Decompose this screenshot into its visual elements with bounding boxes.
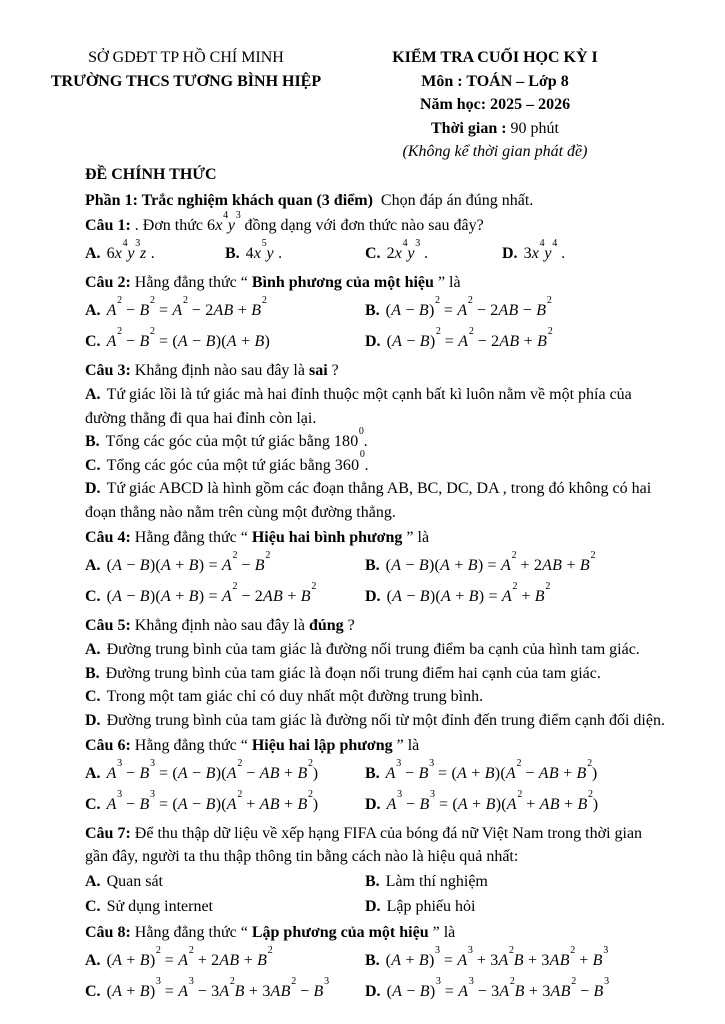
- question-3: [85, 359, 667, 524]
- part1-title-rest: Chọn đáp án đúng nhất.: [372, 192, 534, 209]
- exam-title: KIỂM TRA CUỐI HỌC KỲ I: [392, 49, 598, 66]
- text-segment: Hằng đẳng thức “: [130, 529, 252, 546]
- math-expression: $180^0$: [333, 425, 365, 450]
- text-segment: Hiệu hai lập phương: [251, 737, 393, 754]
- question-title: [85, 359, 667, 382]
- option-label: D.: [502, 245, 518, 262]
- option-C: [85, 685, 667, 709]
- option-B: [365, 945, 667, 976]
- math-expression: $A^3 - B^3 = (A + B)(A^2$ − AB + $B^2$): [385, 757, 598, 782]
- text-segment: Khẳng định nào sau đây là: [130, 617, 309, 634]
- options-group: [85, 383, 667, 524]
- option-label: B.: [85, 664, 100, 682]
- text-segment: ” là: [428, 924, 456, 941]
- options-group: [85, 758, 667, 820]
- math-expression: $2x^4y^3$ .: [386, 237, 429, 262]
- option-D: [502, 239, 667, 269]
- text-segment: Hằng đẳng thức “: [130, 737, 252, 754]
- option-label: C.: [85, 588, 101, 605]
- option-label: A.: [85, 557, 101, 574]
- question-4: [85, 526, 667, 612]
- text-segment: ” là: [402, 529, 430, 546]
- header-right-block: [345, 46, 645, 164]
- math-expression: $A^3 - B^3 = (A - B)(A^2$ + AB + $B^2$): [106, 788, 319, 813]
- option-D: [365, 976, 667, 1007]
- math-expression: $3x^4y^4$ .: [523, 237, 566, 262]
- document-header: [0, 0, 725, 160]
- option-D: [365, 894, 667, 919]
- question-title: [85, 271, 667, 294]
- question-label: Câu 7:: [85, 825, 131, 842]
- math-expression: $(A + B)^3 = A^3 + 3A^2B + 3AB^2 + B^3$: [385, 944, 609, 969]
- math-expression: $(A - B)(A + B) = A^2 - B^2$: [106, 549, 271, 574]
- option-C: [85, 326, 365, 357]
- text-segment: Làm thí nghiệm: [385, 873, 488, 890]
- option-B: [365, 869, 667, 894]
- math-expression: $(A + B)^3 = A^3 - 3A^2B + 3AB^2 - B^3$: [106, 975, 330, 1000]
- text-segment: ?: [343, 617, 355, 634]
- text-segment: đồng dạng với đơn thức nào sau đây?: [240, 217, 484, 234]
- text-segment: Hằng đẳng thức “: [130, 274, 252, 291]
- option-B: [85, 425, 667, 454]
- option-label: D.: [365, 983, 381, 1000]
- option-C: [85, 449, 667, 478]
- question-label: Câu 1:: [85, 217, 131, 234]
- option-label: B.: [365, 557, 380, 574]
- option-label: B.: [85, 433, 100, 450]
- math-expression: $A^3 - B^3 = (A - B)(A^2$ − AB + $B^2$): [106, 757, 319, 782]
- question-label: Câu 3:: [85, 362, 131, 379]
- question-6: [85, 734, 667, 820]
- text-segment: Lập phiếu hỏi: [386, 898, 476, 915]
- duration-note: (Không kể thời gian phát đề): [402, 143, 588, 160]
- duration-value: 90 phút: [510, 119, 559, 137]
- math-expression: $(A - B)(A + B) = A^2 + B^2$: [386, 580, 551, 605]
- option-C: [85, 976, 365, 1007]
- text-segment: .: [364, 456, 369, 474]
- question-1: [85, 209, 667, 269]
- option-D: [365, 789, 667, 820]
- option-A: [85, 239, 225, 269]
- text-segment: . Đơn thức: [130, 217, 208, 234]
- math-expression: $(A - B)(A + B) = A^2 - 2AB + B^2$: [106, 580, 317, 605]
- text-segment: Sử dụng internet: [106, 898, 213, 915]
- text-segment: Tứ giác ABCD là hình gồm các đoạn thẳng AB, BC, DC, DA , trong đó không có hai đoạn thẳng nào nằm trên cùng một đường thẳng.: [85, 480, 652, 521]
- official-exam-label: ĐỀ CHÍNH THỨC: [85, 166, 217, 183]
- option-A: [85, 550, 365, 581]
- option-D: [365, 581, 667, 612]
- option-label: D.: [365, 898, 381, 915]
- option-B: [365, 758, 667, 789]
- option-label: D.: [365, 588, 381, 605]
- option-D: [85, 709, 667, 733]
- option-label: C.: [85, 688, 101, 705]
- option-label: C.: [85, 456, 101, 474]
- option-B: [85, 662, 667, 686]
- question-8: [85, 921, 667, 1007]
- school-year-line: Năm học: 2025 – 2026: [419, 96, 571, 113]
- option-C: [85, 894, 365, 919]
- text-segment: Bình phương của một hiệu: [251, 274, 434, 291]
- option-A: [85, 638, 667, 662]
- options-group: [85, 239, 667, 269]
- question-7: [85, 822, 667, 919]
- math-expression: $A^2 - B^2 = A^2 - 2AB + B^2$: [106, 294, 268, 319]
- option-A: [85, 383, 667, 430]
- option-label: A.: [85, 765, 101, 782]
- option-B: [225, 239, 365, 269]
- text-segment: đúng: [308, 617, 344, 634]
- math-expression: $(A - B)^2 = A^2 - 2AB + B^2$: [386, 325, 553, 350]
- text-segment: Khẳng định nào sau đây là: [130, 362, 309, 379]
- text-segment: Đường trung bình của tam giác là đoạn nối trung điểm hai cạnh của tam giác.: [105, 664, 601, 682]
- option-label: A.: [85, 641, 101, 658]
- question-title: [85, 822, 667, 868]
- option-label: C.: [85, 983, 101, 1000]
- text-segment: Để thu thập dữ liệu về xếp hạng FIFA của bóng đá nữ Việt Nam trong thời gian gần đây, người ta thu thập thông tin bằng cách nào là hiệu quả nhất:: [85, 825, 643, 865]
- option-C: [85, 789, 365, 820]
- option-label: A.: [85, 302, 101, 319]
- math-expression: $(A - B)^3 = A^3 - 3A^2B + 3AB^2 - B^3$: [386, 975, 610, 1000]
- option-A: [85, 295, 365, 326]
- option-A: [85, 758, 365, 789]
- question-title: [85, 614, 667, 637]
- question-title: [85, 209, 667, 237]
- text-segment: Tứ giác lồi là tứ giác mà hai đỉnh thuộc một cạnh bất kì luôn nằm về một phía của đường thẳng đi qua hai đỉnh còn lại.: [85, 386, 632, 427]
- math-expression: $6x^4y^3z$ .: [106, 237, 155, 262]
- part1-title-bold: Phần 1: Trắc nghiệm khách quan (3 điểm): [85, 192, 373, 209]
- option-label: D.: [365, 333, 381, 350]
- question-label: Câu 8:: [85, 924, 131, 941]
- question-label: Câu 4:: [85, 529, 131, 546]
- text-segment: Lập phương của một hiệu: [251, 924, 429, 941]
- header-left-block: [25, 46, 347, 93]
- document-body: [0, 164, 725, 1007]
- option-D: [85, 477, 667, 524]
- option-B: [365, 295, 667, 326]
- option-label: C.: [365, 245, 381, 262]
- option-D: [365, 326, 667, 357]
- department-name: SỞ GDĐT TP HỒ CHÍ MINH: [88, 49, 284, 66]
- text-segment: ” là: [392, 737, 420, 754]
- text-segment: sai: [308, 362, 328, 379]
- math-expression: $(A - B)^2 = A^2 - 2AB - B^2$: [385, 294, 553, 319]
- math-expression: $6x^4y^3$: [207, 209, 241, 234]
- option-label: B.: [225, 245, 240, 262]
- math-expression: $(A + B)^2 = A^2 + 2AB + B^2$: [106, 944, 273, 969]
- option-label: B.: [365, 302, 380, 319]
- question-2: [85, 271, 667, 357]
- question-title: [85, 526, 667, 549]
- option-label: D.: [365, 796, 381, 813]
- option-A: [85, 869, 365, 894]
- options-group: [85, 869, 667, 919]
- school-name: TRƯỜNG THCS TƯƠNG BÌNH HIỆP: [50, 72, 322, 90]
- math-expression: $A^3 - B^3 = (A + B)(A^2$ + AB + $B^2$): [386, 788, 599, 813]
- question-5: [85, 614, 667, 732]
- question-label: Câu 5:: [85, 617, 131, 634]
- question-label: Câu 6:: [85, 737, 131, 754]
- math-expression: $4x^5y$ .: [245, 237, 283, 262]
- option-C: [365, 239, 502, 269]
- text-segment: .: [363, 433, 368, 450]
- text-segment: Tổng các góc của một tứ giác bằng: [105, 433, 334, 450]
- option-label: B.: [365, 873, 380, 890]
- math-expression: $(A - B)(A + B) = A^2 + 2AB + B^2$: [385, 549, 596, 574]
- question-label: Câu 2:: [85, 274, 131, 291]
- subject-line: Môn : TOÁN – Lớp 8: [421, 72, 569, 90]
- option-label: A.: [85, 952, 101, 969]
- questions-container: [85, 209, 667, 1007]
- option-label: A.: [85, 245, 101, 262]
- option-B: [365, 550, 667, 581]
- question-title: [85, 921, 667, 944]
- options-group: [85, 638, 667, 732]
- text-segment: ” là: [433, 274, 461, 291]
- option-label: A.: [85, 386, 101, 403]
- text-segment: ?: [327, 362, 339, 379]
- text-segment: Trong một tam giác chỉ có duy nhất một đường trung bình.: [106, 688, 484, 705]
- text-segment: Đường trung bình của tam giác là đường nối từ một đỉnh đến trung điểm cạnh đối diện.: [106, 711, 665, 729]
- option-label: B.: [365, 952, 380, 969]
- part1-title: [85, 189, 667, 212]
- duration-label: Thời gian :: [431, 119, 511, 137]
- text-segment: Đường trung bình của tam giác là đường nối trung điểm ba cạnh của hình tam giác.: [106, 641, 640, 658]
- option-label: C.: [85, 333, 101, 350]
- text-segment: Quan sát: [106, 873, 163, 890]
- option-label: C.: [85, 796, 101, 813]
- option-label: B.: [365, 765, 380, 782]
- option-A: [85, 945, 365, 976]
- options-group: [85, 295, 667, 357]
- option-label: D.: [85, 711, 101, 729]
- text-segment: Hằng đẳng thức “: [130, 924, 252, 941]
- option-label: C.: [85, 898, 101, 915]
- option-label: D.: [85, 480, 101, 497]
- duration-line: [345, 117, 645, 141]
- option-label: A.: [85, 873, 101, 890]
- options-group: [85, 945, 667, 1007]
- math-expression: $360^0$: [334, 449, 366, 474]
- text-segment: Tổng các góc của một tứ giác bằng: [106, 456, 335, 474]
- math-expression: $A^2 - B^2 = (A - B)(A + B)$: [106, 325, 271, 350]
- option-C: [85, 581, 365, 612]
- text-segment: Hiệu hai bình phương: [251, 529, 403, 546]
- options-group: [85, 550, 667, 612]
- question-title: [85, 734, 667, 757]
